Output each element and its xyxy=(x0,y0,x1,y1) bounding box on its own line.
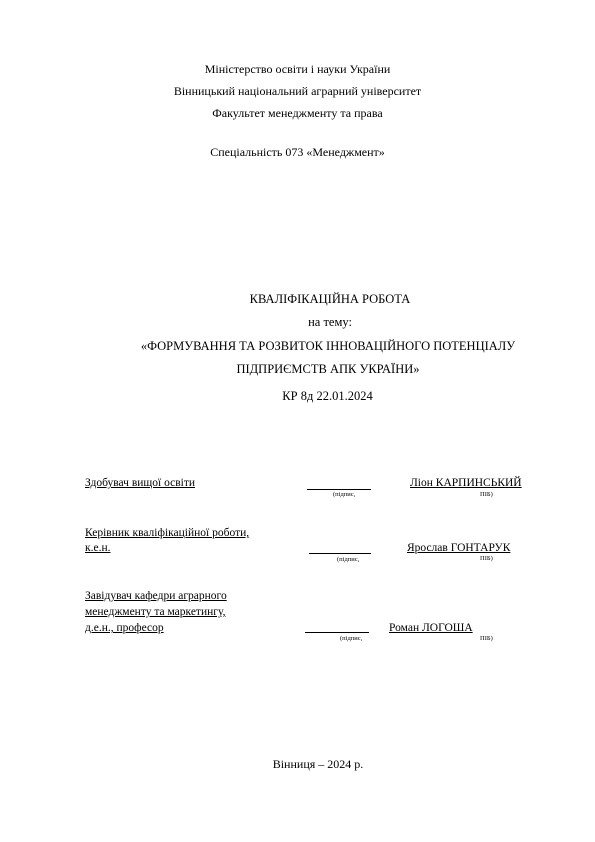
topic-line-1: «ФОРМУВАННЯ ТА РОЗВИТОК ІННОВАЦІЙНОГО ПОТЕНЦІАЛУ xyxy=(140,339,516,353)
specialty: Спеціальність 073 «Менеджмент» xyxy=(210,145,385,159)
head-of-department-role-line-3: д.е.н., професор xyxy=(85,622,164,634)
city-year: Вінниця – 2024 р. xyxy=(272,757,364,771)
supervisor-role-line-1: Керівник кваліфікаційної роботи, xyxy=(85,527,250,539)
head-of-department-role-line-1: Завідувач кафедри аграрного xyxy=(85,590,227,602)
head-of-department-signature-line xyxy=(305,632,369,633)
student-signature-hint: (підпис, xyxy=(333,491,356,498)
supervisor-signature-line xyxy=(309,553,371,554)
supervisor-role-line-2: к.е.н. xyxy=(85,542,111,554)
faculty-name: Факультет менеджменту та права xyxy=(212,106,383,120)
topic-line-2: ПІДПРИЄМСТВ АПК УКРАЇНИ» xyxy=(236,362,420,376)
head-of-department-name-hint: ПІБ) xyxy=(480,635,493,642)
work-code: КР 8д 22.01.2024 xyxy=(282,389,373,403)
head-of-department-role-line-2: менеджменту та маркетингу, xyxy=(85,606,226,618)
supervisor-signature-hint: (підпис, xyxy=(337,556,360,563)
head-of-department-signature-hint: (підпис, xyxy=(340,635,363,642)
work-type: КВАЛІФІКАЦІЙНА РОБОТА xyxy=(249,292,411,306)
supervisor-name-hint: ПІБ) xyxy=(480,555,493,562)
student-name-hint: ПІБ) xyxy=(480,491,493,498)
student-signature-line xyxy=(307,489,371,490)
student-role: Здобувач вищої освіти xyxy=(85,477,196,489)
university-name: Вінницький національний аграрний університет xyxy=(173,84,422,98)
head-of-department-name: Роман ЛОГОША xyxy=(389,622,473,634)
topic-label: на тему: xyxy=(308,315,352,329)
ministry-name: Міністерство освіти і науки України xyxy=(204,62,391,76)
student-name: Ліон КАРПИНСЬКИЙ xyxy=(410,477,522,489)
supervisor-name: Ярослав ГОНТАРУК xyxy=(407,542,511,554)
